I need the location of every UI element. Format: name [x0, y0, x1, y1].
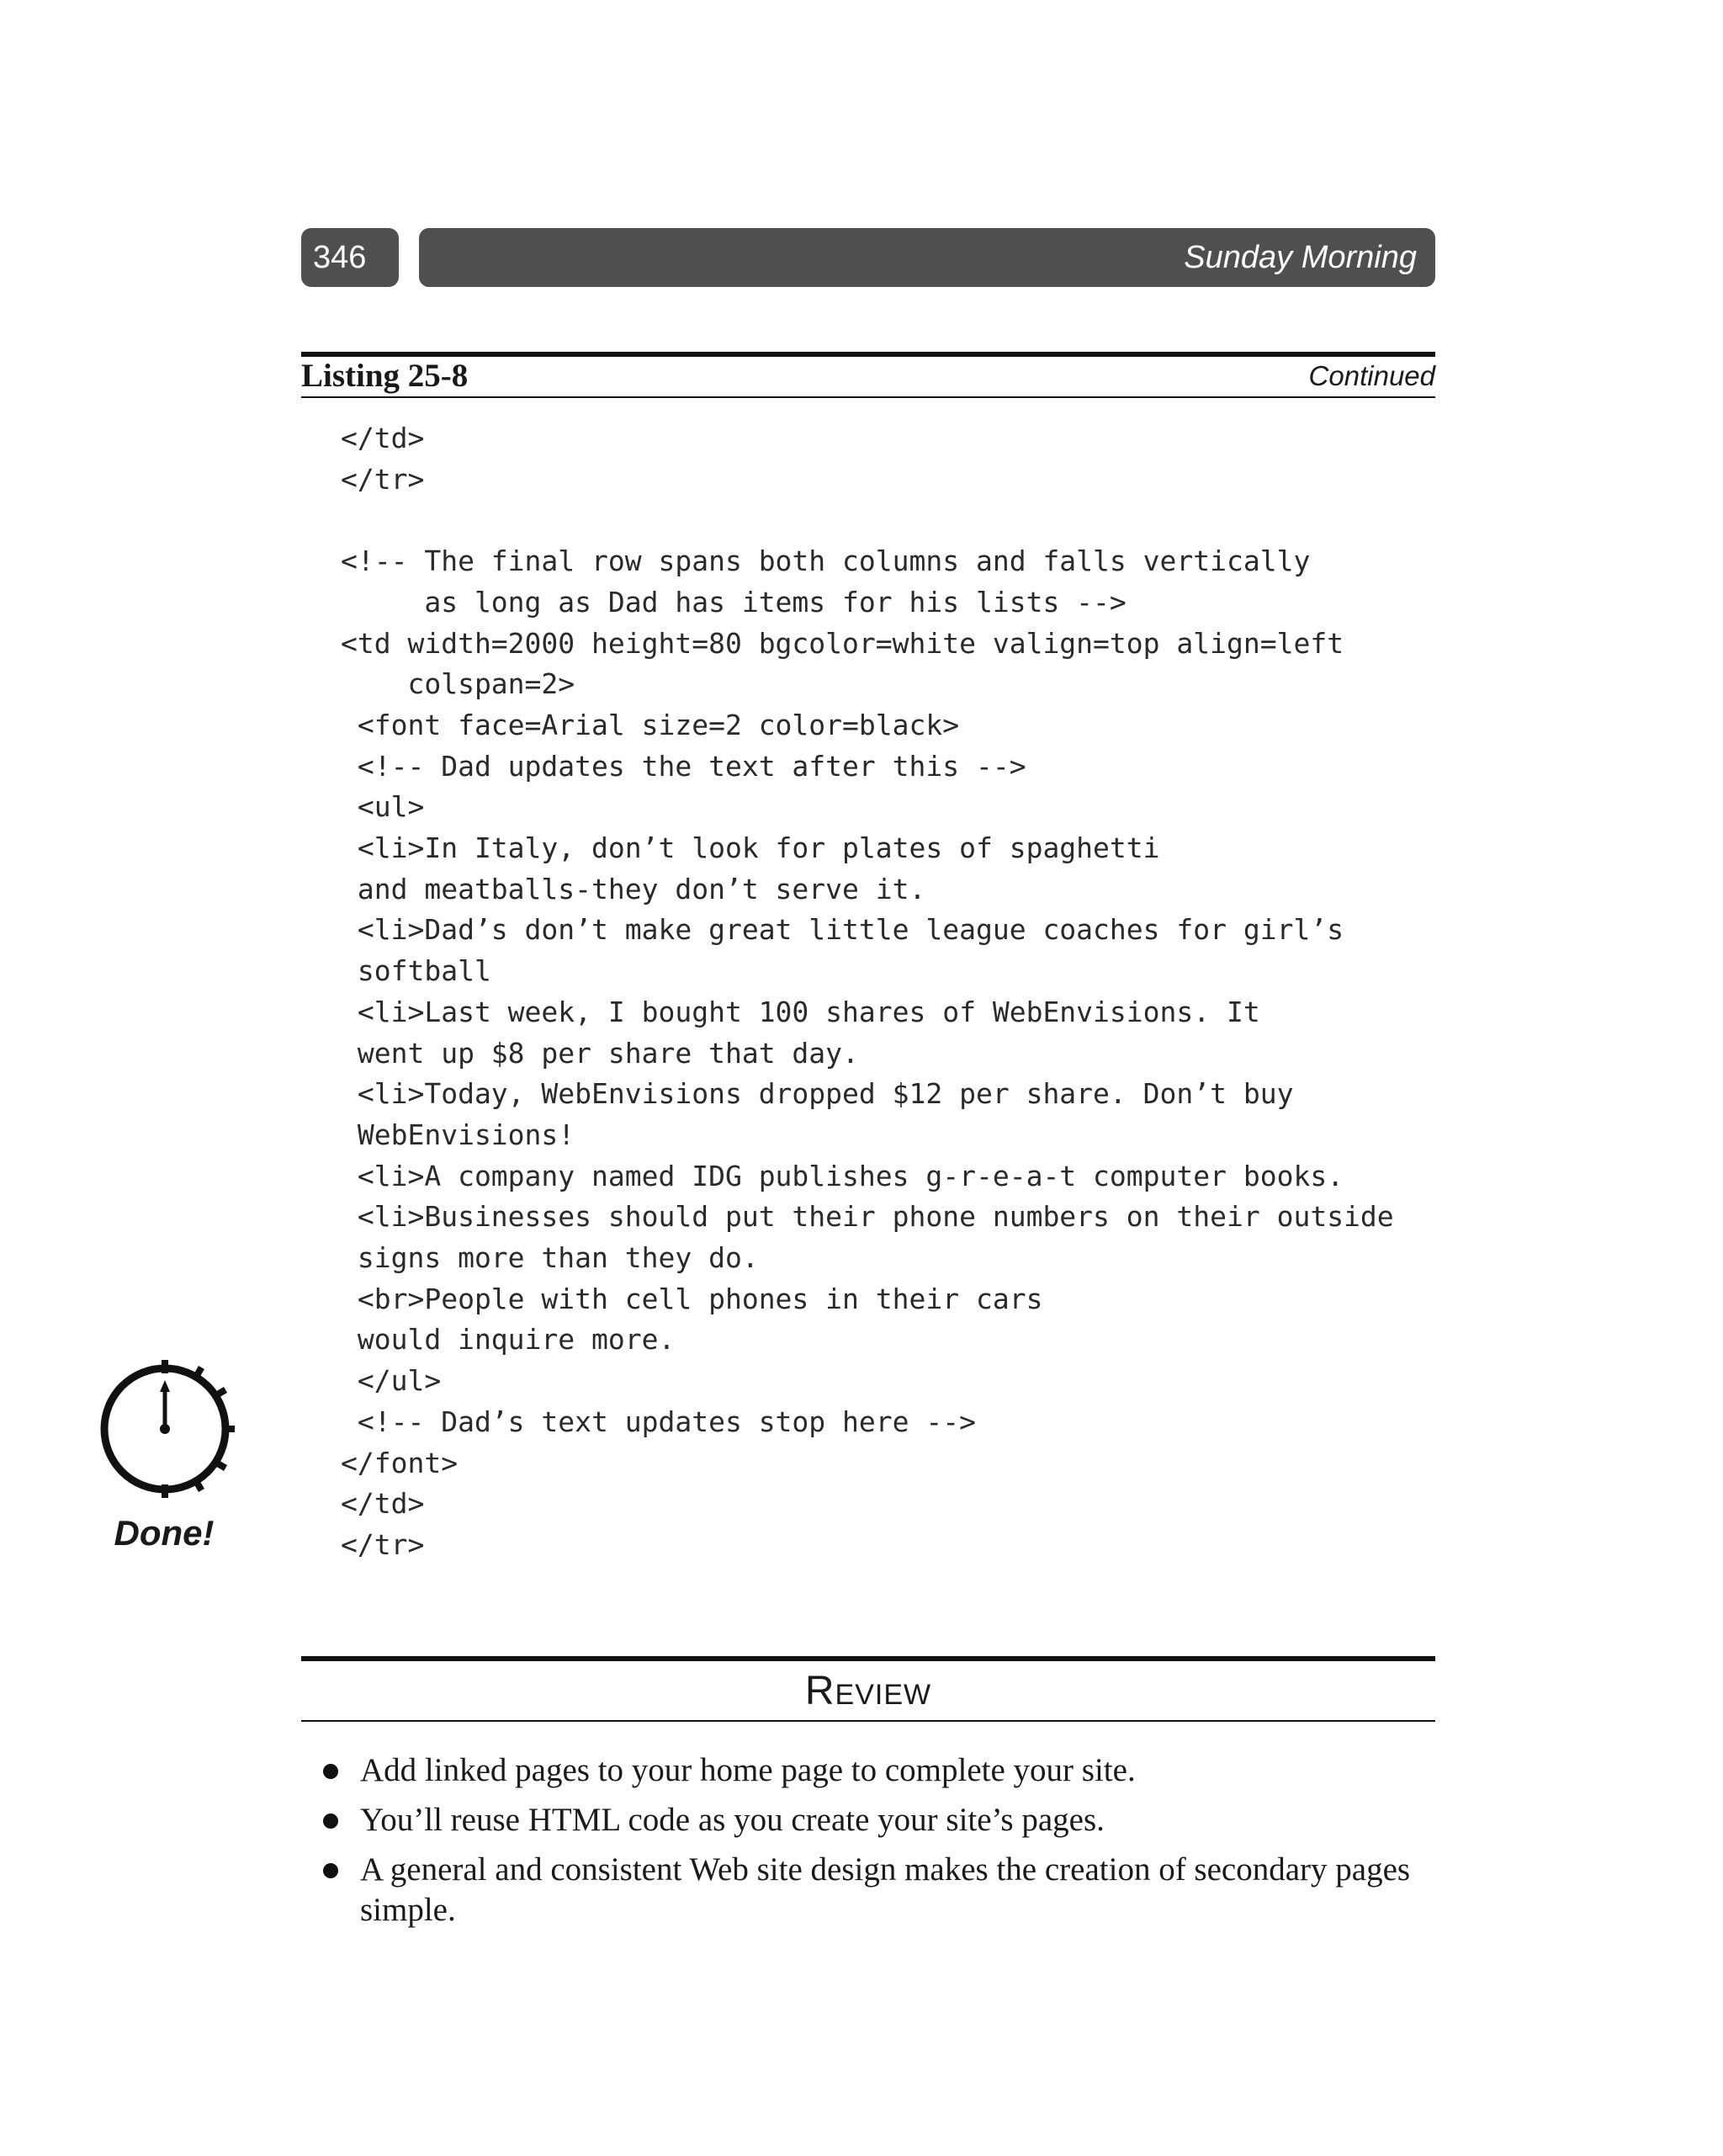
page-number: 346	[301, 228, 399, 287]
review-item-text: Add linked pages to your home page to complete your site.	[360, 1752, 1136, 1788]
review-item-text: You’ll reuse HTML code as you create your site’s pages.	[360, 1802, 1105, 1838]
running-head: Sunday Morning	[419, 228, 1435, 287]
review-item	[320, 1850, 1413, 1930]
listing-bottom-rule	[301, 396, 1435, 398]
review-heading: Review	[804, 1669, 932, 1713]
review-item	[320, 1800, 1413, 1840]
listing-title: Listing 25-8	[301, 358, 469, 394]
review-list	[320, 1750, 1413, 1940]
bullet-icon	[323, 1764, 338, 1779]
done-label: Done!	[114, 1513, 215, 1553]
code-listing: </td> </tr> <!-- The final row spans both columns and falls vertically as long as Dad has items for his lists --> <td width=2000 height=80 bgcolor=white valign=top align=left colspan=2> <font face=Arial size=2 color=black> <!-- Dad updates the text after this --> <ul> <li>In Italy, don’t look for plates of spaghetti and meatballs-they don’t serve it. <li>Dad’s don’t make great little league coaches for girl’s softball <li>Last week, I bought 100 shares of WebEnvisions. It went up $8 per share that day. <li>Today, WebEnvisions dropped $12 per share. Don’t buy WebEnvisions! <li>A company named IDG publishes g-r-e-a-t computer books. <li>Businesses should put their phone numbers on their outside signs more than they do. <br>People with cell phones in their cars would inquire more. </ul> <!-- Dad’s text updates stop here --> </font> </td> </tr>	[341, 422, 1394, 1561]
review-top-rule	[301, 1656, 1435, 1661]
listing-continued-label: Continued	[1308, 360, 1435, 391]
stopwatch-icon	[91, 1351, 239, 1500]
bullet-icon	[323, 1863, 338, 1878]
listing-header	[301, 357, 1435, 396]
review-item	[320, 1750, 1413, 1791]
bullet-icon	[323, 1813, 338, 1829]
review-bottom-rule	[301, 1720, 1435, 1722]
review-item-text: A general and consistent Web site design makes the creation of secondary pages simple.	[360, 1851, 1411, 1928]
